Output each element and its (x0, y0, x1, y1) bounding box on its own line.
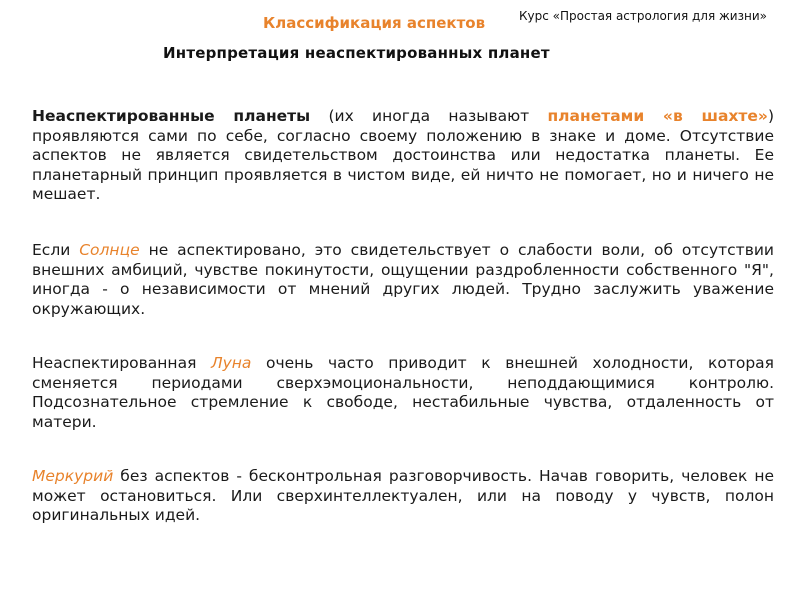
paragraph-moon (32, 354, 774, 432)
paragraph-text: Неаспектированная (32, 354, 211, 372)
paragraph-text: ) проявляются сами по себе, согласно своему положению в знаке и доме. Отсутствие аспектов не является свидетельством достоинства или недостатка планеты. Ее планетарный принцип проявляется в чистом виде, ей ничто не помогает, но и ничего не мешает. (32, 107, 774, 203)
term-moon: Луна (210, 354, 252, 372)
term-unaspected-planets: Неаспектированные планеты (32, 107, 311, 125)
paragraph-mercury (32, 467, 774, 526)
term-sun: Солнце (79, 241, 140, 259)
paragraph-text: очень часто приводит к внешней холодности, которая сменяется периодами сверхэмоциональности, неподдающимися контролю. Подсознательное стремление к свободе, нестабильные чувства, отдаленность от матери. (32, 354, 774, 431)
paragraph-unaspected-planets (32, 107, 774, 205)
paragraph-text: не аспектировано, это свидетельствует о слабости воли, об отсутствии внешних амбиций, чувстве покинутости, ощущении раздробленности собственного "Я", иногда - о независимости от мнений других людей. Трудно заслужить уважение окружающих. (32, 241, 774, 318)
paragraph-text: Если (32, 241, 80, 259)
paragraph-sun (32, 241, 774, 319)
slide-subtitle: Интерпретация неаспектированных планет (163, 44, 550, 62)
paragraph-text: (их иногда называют (310, 107, 548, 125)
slide-title: Классификация аспектов (263, 14, 486, 32)
paragraph-text: без аспектов - бесконтрольная разговорчивость. Начав говорить, человек не может остановиться. Или сверхинтеллектуален, или на поводу у чувств, полон оригинальных идей. (32, 467, 774, 524)
course-label: Курс «Простая астрология для жизни» (519, 9, 767, 23)
term-planets-in-mine: планетами «в шахте» (547, 107, 768, 125)
term-mercury: Меркурий (32, 467, 114, 485)
